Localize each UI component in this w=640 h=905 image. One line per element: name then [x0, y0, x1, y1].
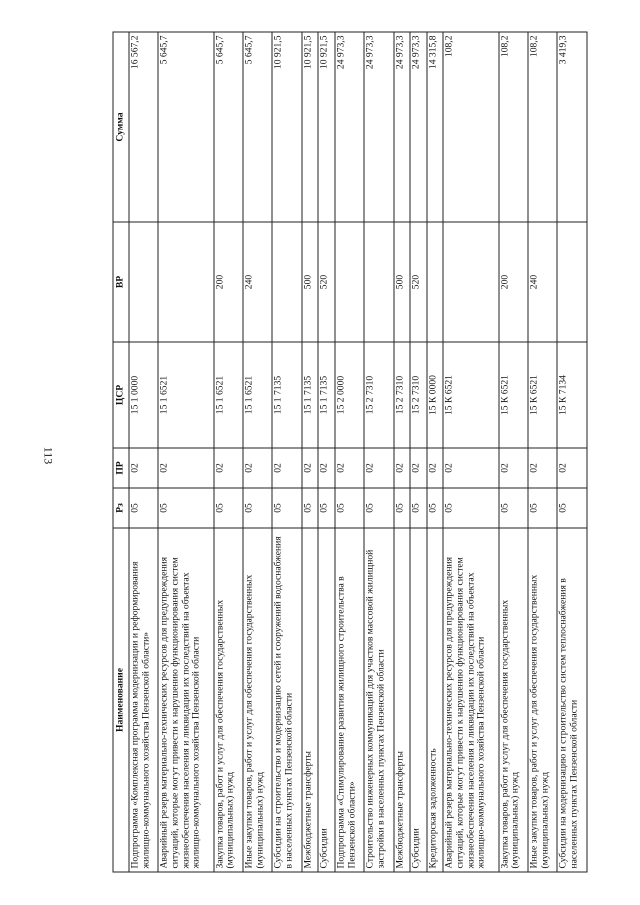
table-row	[498, 32, 527, 872]
table-row	[410, 32, 427, 872]
cell-name: Межбюджетные трансферты	[393, 528, 410, 872]
cell-name: Межбюджетные трансферты	[301, 528, 318, 872]
cell-rz: 05	[426, 488, 443, 528]
cell-pr: 02	[498, 448, 527, 488]
table-row	[129, 32, 158, 872]
cell-name: Закупка товаров, работ и услуг для обеспечения государственных (муниципальных) нужд	[498, 528, 527, 872]
cell-pr: 02	[301, 448, 318, 488]
cell-csr: 15 1 7135	[301, 342, 318, 448]
cell-csr: 15 2 7310	[364, 342, 393, 448]
cell-pr: 02	[364, 448, 393, 488]
cell-csr: 15 2 7310	[410, 342, 427, 448]
cell-vr	[272, 222, 301, 342]
cell-sum: 10 921,5	[301, 32, 318, 222]
table-row	[393, 32, 410, 872]
cell-csr: 15 К 6521	[528, 342, 557, 448]
cell-sum: 24 973,3	[334, 32, 363, 222]
table-row	[443, 32, 498, 872]
table-row	[528, 32, 557, 872]
cell-csr: 15 К 7134	[557, 342, 587, 448]
cell-vr	[158, 222, 213, 342]
cell-sum: 5 645,7	[213, 32, 242, 222]
cell-csr: 15 2 7310	[393, 342, 410, 448]
cell-sum: 108,2	[443, 32, 498, 222]
column-header-name: Наименование	[113, 528, 129, 872]
column-header-csr: ЦСР	[113, 342, 129, 448]
cell-sum: 108,2	[528, 32, 557, 222]
cell-rz: 05	[243, 488, 272, 528]
cell-name: Подпрограмма «Комплексная программа модернизации и реформирования жилищно-коммунального хозяйства Пензенской области»	[129, 528, 158, 872]
cell-rz: 05	[557, 488, 587, 528]
cell-rz: 05	[364, 488, 393, 528]
cell-vr: 520	[410, 222, 427, 342]
cell-rz: 05	[443, 488, 498, 528]
cell-csr: 15 1 7135	[272, 342, 301, 448]
column-header-vr: ВР	[113, 222, 129, 342]
cell-csr: 15 1 7135	[318, 342, 335, 448]
table-row	[272, 32, 301, 872]
cell-csr: 15 1 6521	[213, 342, 242, 448]
cell-vr: 200	[498, 222, 527, 342]
cell-pr: 02	[129, 448, 158, 488]
cell-sum: 24 973,3	[364, 32, 393, 222]
cell-vr: 240	[528, 222, 557, 342]
cell-pr: 02	[528, 448, 557, 488]
cell-sum: 108,2	[498, 32, 527, 222]
cell-name: Закупка товаров, работ и услуг для обеспечения государственных (муниципальных) нужд	[213, 528, 242, 872]
cell-name: Иные закупки товаров, работ и услуг для обеспечения государственных (муниципальных) нужд	[528, 528, 557, 872]
cell-rz: 05	[410, 488, 427, 528]
cell-sum: 5 645,7	[158, 32, 213, 222]
cell-name: Строительство инженерных коммуникаций для участков массовой жилищной застройки в населенных пунктах Пензенской области	[364, 528, 393, 872]
cell-vr	[443, 222, 498, 342]
cell-rz: 05	[158, 488, 213, 528]
table-row	[557, 32, 587, 872]
table-row	[334, 32, 363, 872]
cell-rz: 05	[213, 488, 242, 528]
cell-pr: 02	[243, 448, 272, 488]
cell-vr: 500	[393, 222, 410, 342]
cell-pr: 02	[393, 448, 410, 488]
cell-csr: 15 1 0000	[129, 342, 158, 448]
cell-rz: 05	[301, 488, 318, 528]
cell-pr: 02	[410, 448, 427, 488]
cell-sum: 24 973,3	[410, 32, 427, 222]
cell-pr: 02	[426, 448, 443, 488]
cell-csr: 15 К 0000	[426, 342, 443, 448]
table-header-row	[113, 32, 129, 872]
cell-vr: 240	[243, 222, 272, 342]
table-row	[213, 32, 242, 872]
cell-vr: 520	[318, 222, 335, 342]
cell-rz: 05	[393, 488, 410, 528]
cell-rz: 05	[498, 488, 527, 528]
cell-pr: 02	[213, 448, 242, 488]
cell-pr: 02	[557, 448, 587, 488]
cell-vr	[334, 222, 363, 342]
cell-rz: 05	[528, 488, 557, 528]
cell-pr: 02	[272, 448, 301, 488]
column-header-sum: Сумма	[113, 32, 129, 222]
cell-name: Субсидии на строительство и модернизацию сетей и сооружений водоснабжения в населенных пунктах Пензенской области	[272, 528, 301, 872]
cell-csr: 15 2 0000	[334, 342, 363, 448]
cell-pr: 02	[158, 448, 213, 488]
cell-name: Аварийный резерв материально-технических ресурсов для предупреждения ситуаций, которые могут привести к нарушению функционирования систем жизнеобеспечения населения и ликвидации их последствий на объектах жилищно-коммунального хозяйства Пензенской области	[443, 528, 498, 872]
cell-pr: 02	[318, 448, 335, 488]
cell-name: Иные закупки товаров, работ и услуг для обеспечения государственных (муниципальных) нужд	[243, 528, 272, 872]
cell-sum: 14 315,8	[426, 32, 443, 222]
cell-csr: 15 1 6521	[158, 342, 213, 448]
table-row	[364, 32, 393, 872]
cell-pr: 02	[443, 448, 498, 488]
cell-csr: 15 К 6521	[443, 342, 498, 448]
cell-sum: 24 973,3	[393, 32, 410, 222]
budget-table	[112, 32, 587, 873]
cell-rz: 05	[272, 488, 301, 528]
cell-rz: 05	[129, 488, 158, 528]
table-row	[243, 32, 272, 872]
cell-name: Аварийный резерв материально-технических ресурсов для предупреждения ситуаций, которые могут привести к нарушению функционирования систем жизнеобеспечения населения и ликвидации их последствий на объектах жилищно-коммунального хозяйства Пензенской области	[158, 528, 213, 872]
cell-sum: 16 567,2	[129, 32, 158, 222]
table-row	[426, 32, 443, 872]
cell-sum: 10 921,5	[318, 32, 335, 222]
cell-csr: 15 1 6521	[243, 342, 272, 448]
cell-sum: 3 419,3	[557, 32, 587, 222]
cell-name: Кредиторская задолженность	[426, 528, 443, 872]
cell-vr	[364, 222, 393, 342]
cell-sum: 10 921,5	[272, 32, 301, 222]
budget-table-container	[112, 32, 587, 872]
cell-rz: 05	[318, 488, 335, 528]
cell-vr	[426, 222, 443, 342]
cell-name: Подпрограмма «Стимулирование развития жилищного строительства в Пензенской области»	[334, 528, 363, 872]
table-row	[158, 32, 213, 872]
page-number: 113	[41, 446, 56, 465]
cell-pr: 02	[334, 448, 363, 488]
cell-name: Субсидии на модернизацию и строительство систем теплоснабжения в населенных пунктах Пензенской области	[557, 528, 587, 872]
cell-vr	[557, 222, 587, 342]
cell-name: Субсидии	[410, 528, 427, 872]
table-row	[301, 32, 318, 872]
cell-sum: 5 645,7	[243, 32, 272, 222]
cell-vr	[129, 222, 158, 342]
table-row	[318, 32, 335, 872]
cell-vr: 500	[301, 222, 318, 342]
column-header-rz: Рз	[113, 488, 129, 528]
cell-name: Субсидии	[318, 528, 335, 872]
cell-rz: 05	[334, 488, 363, 528]
column-header-pr: ПР	[113, 448, 129, 488]
cell-vr: 200	[213, 222, 242, 342]
cell-csr: 15 К 6521	[498, 342, 527, 448]
